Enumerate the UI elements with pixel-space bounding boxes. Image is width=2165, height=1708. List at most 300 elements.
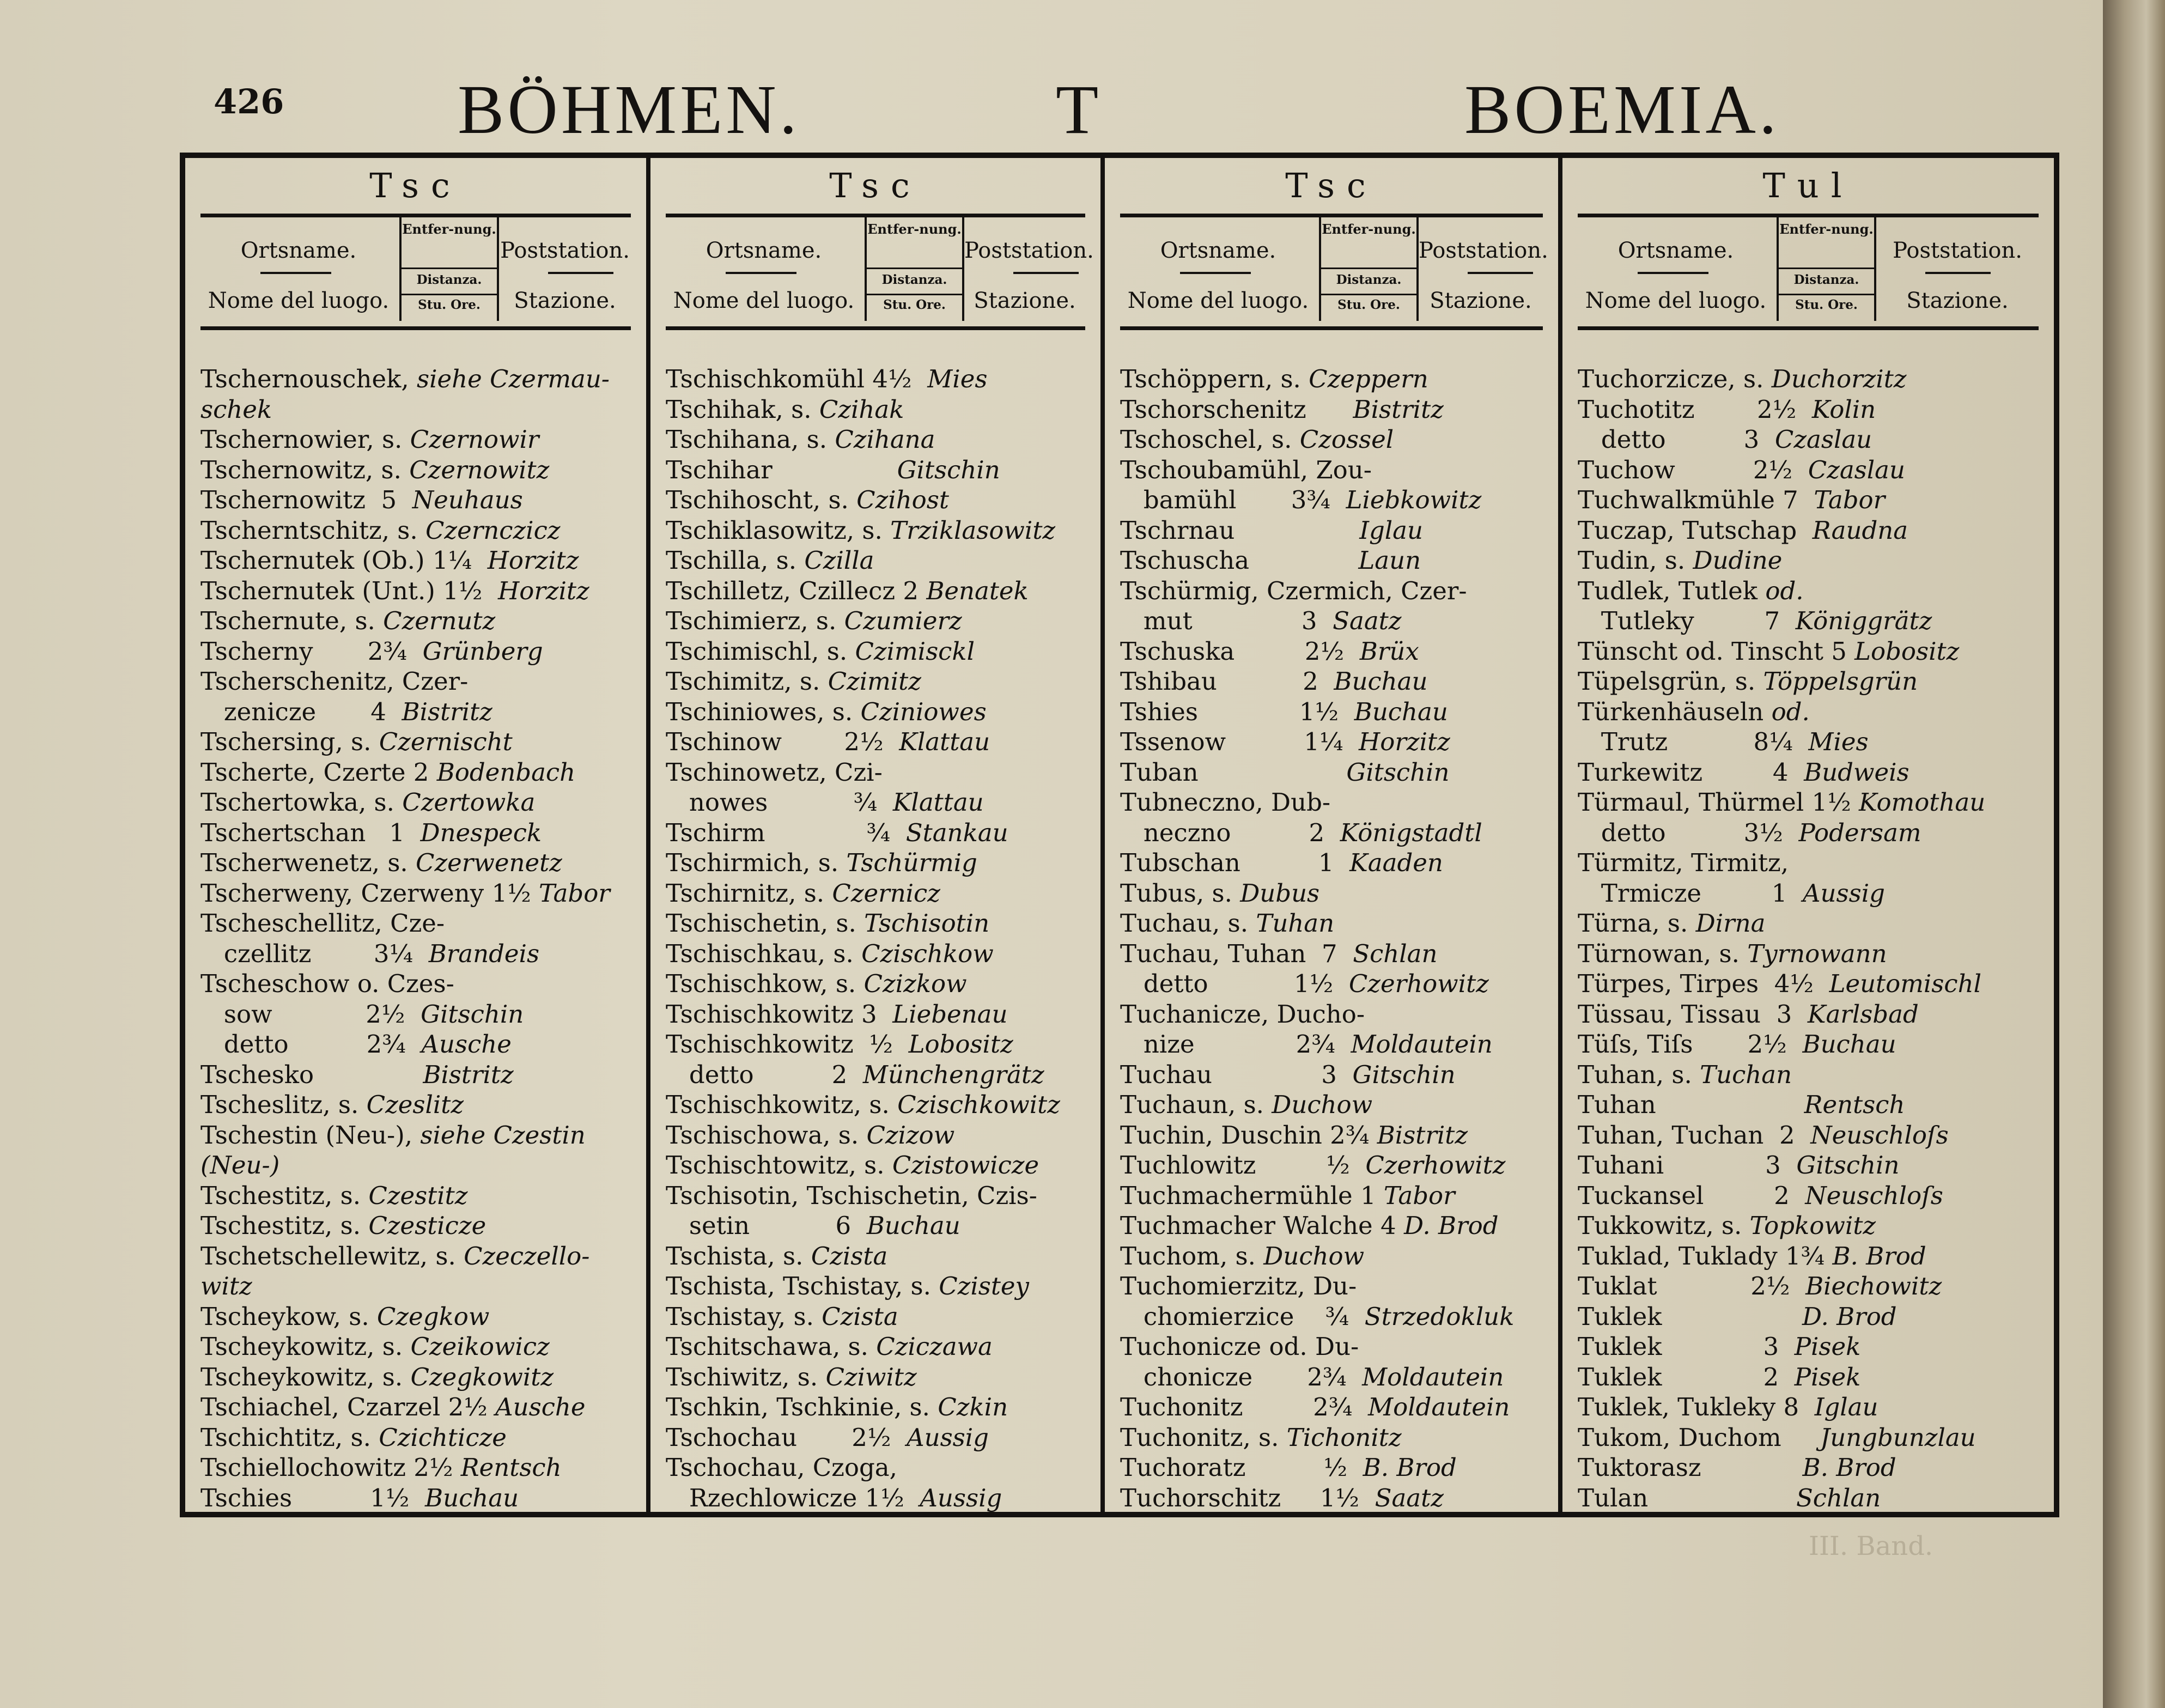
entry-italic: Saatz <box>1333 606 1402 635</box>
entry-italic: Grünberg <box>422 636 543 666</box>
entry-italic: Klattau <box>892 788 984 817</box>
entry-italic: Karlsbad <box>1807 999 1919 1029</box>
entry-italic: Gitschin <box>421 999 524 1029</box>
distance-de: Entfer-nung. <box>1779 221 1874 237</box>
entry-line <box>1578 787 2039 818</box>
divider <box>1013 272 1079 274</box>
entry-text: Tukkowitz, s. <box>1578 1211 1750 1240</box>
entry-text: Tschernowier, s. <box>200 425 410 454</box>
entry-line <box>1120 1452 1543 1483</box>
entry-italic: Czegkow <box>376 1302 490 1331</box>
entry-line <box>666 394 1085 425</box>
entry-italic: Laun <box>1358 546 1421 575</box>
entry-italic: Münchengrätz <box>862 1060 1044 1089</box>
entry-italic: Liebenau <box>892 999 1008 1029</box>
entry-italic: Czeczello- <box>464 1241 590 1271</box>
entry-list <box>200 364 631 1513</box>
post-station-de: Poststation. <box>1419 238 1548 263</box>
entry-text: Tünscht od. Tinscht 5 <box>1578 636 1855 666</box>
entry-italic: Ausche <box>495 1393 586 1421</box>
entry-line <box>1578 969 2039 999</box>
divider <box>548 272 613 274</box>
entry-line <box>1578 1423 2039 1453</box>
entry-line <box>1578 576 2039 606</box>
column-heading: Tsc <box>200 158 631 217</box>
entry-line <box>666 969 1085 999</box>
entry-line <box>1578 666 2039 697</box>
column-4 <box>1558 158 2054 1512</box>
entry-line <box>1578 908 2039 939</box>
entry-text: Tschochau 2½ <box>666 1423 907 1452</box>
entry-text: Tubneczno, Dub- <box>1120 788 1331 817</box>
entry-text: Tuchonicze od. Du- <box>1120 1332 1359 1361</box>
entry-line <box>1578 878 2039 909</box>
entry-italic: Czkin <box>938 1393 1008 1421</box>
column-subheader <box>1578 217 2039 330</box>
entry-italic: Leutomischl <box>1829 969 1981 998</box>
entry-text: czellitz 3¼ <box>200 939 429 968</box>
entry-line <box>1120 515 1543 546</box>
entry-text: Tuchomierzitz, Du- <box>1120 1272 1357 1300</box>
entry-italic: Jungbunzlau <box>1820 1423 1976 1452</box>
entry-text: Türpes, Tirpes 4½ <box>1578 969 1829 998</box>
entry-italic: Buchau <box>1802 1030 1896 1059</box>
entry-line <box>200 1090 631 1120</box>
entry-line <box>666 485 1085 515</box>
entry-italic: Czossel <box>1299 425 1394 454</box>
entry-text: Tüſs, Tiſs 2½ <box>1578 1030 1803 1059</box>
entry-text: Tschihak, s. <box>666 394 819 424</box>
entry-italic: Czihak <box>819 394 904 424</box>
distance-de: Entfer-nung. <box>402 221 496 237</box>
entry-italic: Czerwenetz <box>416 848 562 877</box>
entry-text: Tssenow 1¼ <box>1120 727 1359 756</box>
entry-italic: Schlan <box>1796 1483 1881 1512</box>
distance-it: Distanza. <box>402 268 497 287</box>
entry-line <box>1578 1483 2039 1514</box>
entry-italic: Dudine <box>1693 546 1783 575</box>
entry-italic: D. Brod <box>1403 1211 1499 1240</box>
entry-text: Tschimierz, s. <box>666 606 844 635</box>
bleed-through-text: III. Band. <box>1809 1531 1933 1561</box>
entry-line <box>1120 1302 1543 1332</box>
entry-line <box>1120 1483 1543 1514</box>
entry-text: zenicze 4 <box>200 697 402 726</box>
entry-italic: Stankau <box>905 818 1008 847</box>
entry-italic: Czeslitz <box>366 1090 464 1119</box>
entry-line <box>200 757 631 788</box>
entry-text: Tschürmig, Czermich, Czer- <box>1120 576 1467 605</box>
distance-it: Distanza. <box>867 268 962 287</box>
entry-line <box>200 1029 631 1060</box>
entry-line <box>666 424 1085 455</box>
entry-line <box>666 818 1085 848</box>
entry-list <box>1120 364 1543 1513</box>
entry-text: Tschinow 2½ <box>666 727 899 756</box>
entry-line <box>1120 1150 1543 1181</box>
entry-text: Tschischkomühl 4½ <box>666 364 928 393</box>
entry-text: Tschernute, s. <box>200 606 384 635</box>
entry-italic: Liebkowitz <box>1346 485 1482 514</box>
entry-italic: Kolin <box>1811 394 1876 424</box>
entry-text: Türnowan, s. <box>1578 939 1748 968</box>
entry-line <box>1120 939 1543 969</box>
entry-text: Tuhan, s. <box>1578 1060 1700 1089</box>
entry-line <box>200 878 631 909</box>
place-name-de: Ortsname. <box>1617 238 1734 263</box>
entry-text: Tuchanicze, Ducho- <box>1120 999 1365 1029</box>
entry-italic: Czeppern <box>1309 364 1428 393</box>
entry-line <box>666 908 1085 939</box>
entry-text: Türna, s. <box>1578 909 1696 938</box>
entry-italic: Bodenbach <box>436 757 576 787</box>
column-heading: Tsc <box>1120 158 1543 217</box>
divider <box>1925 272 1991 274</box>
entry-italic: Tabor <box>1383 1181 1455 1210</box>
entry-italic: Ausche <box>421 1030 512 1059</box>
entry-italic: B. Brod <box>1363 1453 1457 1482</box>
entry-text: Tschichtitz, s. <box>200 1423 379 1452</box>
entry-text: Tschitschawa, s. <box>666 1332 877 1361</box>
entry-text: Tschiniowes, s. <box>666 697 861 726</box>
entry-italic: Tichonitz <box>1286 1423 1402 1452</box>
entry-italic: Tschürmig <box>846 848 977 877</box>
entry-text: Tschilla, s. <box>666 546 805 575</box>
entry-text: Tuchmacher Walche 4 <box>1120 1211 1404 1240</box>
entry-text: Tuczap, Tutschap <box>1578 515 1813 545</box>
entry-text: Tscherte, Czerte 2 <box>200 757 437 787</box>
entry-line <box>666 1423 1085 1453</box>
entry-italic: Czimisckl <box>855 636 975 666</box>
entry-line <box>200 1392 631 1423</box>
entry-text: Tschuska 2½ <box>1120 636 1360 666</box>
entry-line <box>666 1302 1085 1332</box>
column-heading: Tul <box>1578 158 2039 217</box>
entry-line <box>200 1423 631 1453</box>
entry-italic: Czertowka <box>402 788 536 817</box>
distance-header <box>1319 217 1419 321</box>
entry-text: Tschihoscht, s. <box>666 485 857 514</box>
entry-italic: Czernischt <box>379 727 513 756</box>
entry-text: Tuchlowitz ½ <box>1120 1151 1366 1180</box>
entry-text: Tüpelsgrün, s. <box>1578 667 1763 696</box>
entry-line <box>1578 1271 2039 1302</box>
entry-italic: Königstadtl <box>1340 818 1482 847</box>
post-station-it: Stazione. <box>1906 288 2009 313</box>
entry-line <box>1578 545 2039 576</box>
distance-header <box>865 217 964 321</box>
entry-text: Tschimitz, s. <box>666 667 828 696</box>
entry-italic: Czeikowicz <box>410 1332 550 1361</box>
entry-italic: Czernicz <box>832 878 940 908</box>
entry-line <box>666 545 1085 576</box>
entry-italic: Czernczicz <box>425 515 561 545</box>
entry-line <box>1578 364 2039 394</box>
entry-italic: Töppelsgrün <box>1763 667 1918 696</box>
entry-line <box>200 1150 631 1181</box>
entry-line <box>200 1271 631 1302</box>
entry-line <box>1120 1362 1543 1393</box>
entry-italic: Mies <box>927 364 988 393</box>
entry-line <box>1120 364 1543 394</box>
entry-line <box>1120 636 1543 667</box>
entry-line <box>1120 1332 1543 1362</box>
entry-line <box>666 364 1085 394</box>
entry-line <box>666 606 1085 636</box>
entry-line <box>666 1150 1085 1181</box>
entry-line <box>1578 1090 2039 1120</box>
entry-italic: Buchau <box>1334 667 1428 696</box>
distance-de: Entfer-nung. <box>867 221 962 237</box>
entry-text: Tschiellochowitz 2½ <box>200 1453 461 1482</box>
entry-text: Tschirnitz, s. <box>666 878 832 908</box>
entry-text: Tschernowitz 5 <box>200 485 412 514</box>
entry-line <box>666 1452 1085 1483</box>
entry-line <box>200 576 631 606</box>
entry-italic: Czihost <box>856 485 949 514</box>
entry-italic: Lobositz <box>1854 636 1960 666</box>
divider <box>1468 272 1533 274</box>
entry-line <box>1578 818 2039 848</box>
column-1 <box>185 158 646 1512</box>
entry-text: Tschischkow, s. <box>666 969 864 998</box>
entry-line <box>1578 424 2039 455</box>
entry-text: Tscheykow, s. <box>200 1302 377 1331</box>
entry-italic: Czegkowitz <box>410 1362 554 1391</box>
entry-line <box>200 1332 631 1362</box>
entry-text: Tudlek, Tutlek <box>1578 576 1766 605</box>
entry-italic: Czischkow <box>861 939 994 968</box>
entry-text: Rzechlowicze 1½ <box>666 1483 920 1512</box>
entry-italic: Neuhaus <box>412 485 523 514</box>
entry-italic: Brüx <box>1359 636 1419 666</box>
entry-italic: Strzedokluk <box>1364 1302 1515 1331</box>
entry-line <box>666 666 1085 697</box>
entry-italic: Cziniowes <box>860 697 987 726</box>
place-name-it: Nome del luogo. <box>673 288 855 313</box>
entry-italic: Horzitz <box>497 576 589 605</box>
entry-italic: Horzitz <box>487 546 579 575</box>
entry-italic: Buchau <box>1354 697 1448 726</box>
entry-text: Tschischkowitz 3 <box>666 999 893 1029</box>
entry-line <box>200 1302 631 1332</box>
entry-line <box>200 485 631 515</box>
entry-text: Tscherschenitz, Czer- <box>200 667 469 696</box>
entry-list <box>666 364 1085 1513</box>
entry-italic: Aussig <box>907 1423 989 1452</box>
entry-line <box>1120 697 1543 727</box>
entry-text: Tschies 1½ <box>200 1483 425 1512</box>
entry-text: Tscheykowitz, s. <box>200 1332 411 1361</box>
entry-text: Tschischtowitz, s. <box>666 1151 892 1180</box>
entry-line <box>666 787 1085 818</box>
entry-line <box>200 424 631 455</box>
entry-line <box>1120 1060 1543 1090</box>
entry-line <box>200 394 631 425</box>
post-station-it: Stazione. <box>974 288 1076 313</box>
entry-line <box>666 636 1085 667</box>
entry-text: Tscherwenetz, s. <box>200 848 416 877</box>
entry-line <box>200 606 631 636</box>
entry-line <box>666 1181 1085 1211</box>
distance-header <box>1777 217 1876 321</box>
divider <box>1638 272 1708 274</box>
distance-header <box>399 217 499 321</box>
entry-text: Tuchoratz ½ <box>1120 1453 1363 1482</box>
entry-line <box>666 848 1085 878</box>
entry-line <box>1578 1181 2039 1211</box>
entry-italic: Czestitz <box>368 1181 468 1210</box>
entry-text: Tuhan <box>1578 1090 1804 1119</box>
entry-italic: Gitschin <box>1352 1060 1456 1089</box>
entry-line <box>1578 1060 2039 1090</box>
entry-line <box>1578 1362 2039 1393</box>
entry-italic: Kaaden <box>1349 848 1443 877</box>
entry-italic: Czernowir <box>410 425 539 454</box>
entry-italic: Duchow <box>1263 1241 1365 1271</box>
entry-line <box>666 878 1085 909</box>
entry-line <box>1120 576 1543 606</box>
entry-text: Tscheschow o. Czes- <box>200 969 454 998</box>
entry-text: Tschischkowitz, s. <box>666 1090 898 1119</box>
entry-text: detto 2 <box>666 1060 863 1089</box>
entry-italic: schek <box>200 394 272 424</box>
entry-line <box>1578 515 2039 546</box>
post-station-de: Poststation. <box>500 238 630 263</box>
entry-line <box>666 939 1085 969</box>
entry-line <box>1120 999 1543 1030</box>
entry-line <box>666 455 1085 485</box>
entry-text: Tubus, s. <box>1120 878 1240 908</box>
entry-italic: Czaslau <box>1774 425 1872 454</box>
entry-italic: Neuschloſs <box>1805 1181 1943 1210</box>
entry-line <box>666 1241 1085 1272</box>
entry-text: Tuchow 2½ <box>1578 455 1808 484</box>
entry-italic: Bistritz <box>423 1060 514 1089</box>
entry-text: Tschiklasowitz, s. <box>666 515 891 545</box>
entry-line <box>1120 1090 1543 1120</box>
entry-italic: Gitschin <box>897 455 1000 484</box>
entry-italic: siehe Czestin <box>420 1120 586 1150</box>
entry-italic: Tabor <box>539 878 610 908</box>
entry-italic: Czista <box>811 1241 888 1271</box>
distance-it: Distanza. <box>1321 268 1416 287</box>
entry-text: Trutz 8¼ <box>1578 727 1809 756</box>
entry-italic: Neuschloſs <box>1810 1120 1949 1150</box>
place-name-de: Ortsname. <box>706 238 822 263</box>
entry-text: detto 3½ <box>1578 818 1799 847</box>
title-german: BÖHMEN. <box>458 71 800 148</box>
entry-text: Tscherweny, Czerweny 1½ <box>200 878 539 908</box>
column-3 <box>1100 158 1558 1512</box>
entry-line <box>200 939 631 969</box>
entry-italic: Moldautein <box>1362 1362 1504 1391</box>
entry-text: Tschihana, s. <box>666 425 835 454</box>
entry-text: Tuklek 2 <box>1578 1362 1795 1391</box>
entry-italic: Komothau <box>1859 788 1986 817</box>
distance-de: Entfer-nung. <box>1322 221 1416 237</box>
entry-line <box>200 908 631 939</box>
entry-text: Tutleky 7 <box>1578 606 1796 635</box>
entry-italic: Dubus <box>1240 878 1320 908</box>
place-name-it: Nome del luogo. <box>1585 288 1767 313</box>
entry-line <box>1120 727 1543 757</box>
entry-italic: Gitschin <box>1796 1151 1900 1180</box>
entry-text: Tscheschellitz, Cze- <box>200 909 445 938</box>
entry-text: Tschischowa, s. <box>666 1120 867 1150</box>
entry-line <box>200 727 631 757</box>
entry-italic: Aussig <box>920 1483 1002 1512</box>
entry-text: Tschischkowitz ½ <box>666 1030 909 1059</box>
entry-line <box>666 1483 1085 1514</box>
entry-text: Tscheykowitz, s. <box>200 1362 411 1391</box>
entry-line <box>1578 1452 2039 1483</box>
entry-italic: Horzitz <box>1359 727 1450 756</box>
entry-line <box>1120 485 1543 515</box>
entry-italic: Czesticze <box>368 1211 486 1240</box>
entry-italic: Gitschin <box>1346 757 1450 787</box>
entry-text: Tschoschel, s. <box>1120 425 1300 454</box>
entry-text: Tschernutek (Unt.) 1½ <box>200 576 498 605</box>
entry-italic: Czaslau <box>1808 455 1905 484</box>
entry-line <box>666 1029 1085 1060</box>
place-name-it: Nome del luogo. <box>208 288 390 313</box>
post-station-de: Poststation. <box>964 238 1094 263</box>
entry-line <box>200 848 631 878</box>
entry-text: Tuban <box>1120 757 1347 787</box>
entry-text: Tuchin, Duschin 2¾ <box>1120 1120 1377 1150</box>
entry-line <box>200 1241 631 1272</box>
entry-line <box>1578 697 2039 727</box>
entry-text: Tschochau, Czoga, <box>666 1453 897 1482</box>
entry-italic: Czichticze <box>379 1423 507 1452</box>
entry-italic: Iglau <box>1359 515 1423 545</box>
entry-text: Tuklat 2½ <box>1578 1272 1806 1300</box>
distance-units: Stu. Ore. <box>402 294 497 312</box>
entry-text: Tuchau, s. <box>1120 909 1256 938</box>
entry-italic: siehe Czermau- <box>417 364 610 393</box>
entry-line <box>1578 1241 2039 1272</box>
entry-line <box>200 364 631 394</box>
entry-italic: Dnespeck <box>420 818 542 847</box>
entry-italic: Dirna <box>1695 909 1766 938</box>
entry-italic: Bistritz <box>1353 394 1444 424</box>
entry-line <box>1120 1181 1543 1211</box>
entry-line <box>666 1211 1085 1241</box>
entry-line <box>1120 545 1543 576</box>
entry-line <box>1120 1271 1543 1302</box>
entry-text: Tuckansel 2 <box>1578 1181 1805 1210</box>
entry-line <box>1120 606 1543 636</box>
entry-text: Trmicze 1 <box>1578 878 1803 908</box>
entry-italic: Topkowitz <box>1749 1211 1876 1240</box>
entry-italic: Biechowitz <box>1805 1272 1942 1300</box>
page-number: 426 <box>214 82 284 121</box>
entry-italic: witz <box>200 1272 252 1300</box>
entry-line <box>200 1120 631 1151</box>
entry-line <box>200 818 631 848</box>
entry-text: bamühl 3¾ <box>1120 485 1346 514</box>
column-heading: Tsc <box>666 158 1085 217</box>
entry-text: Tuchom, s. <box>1120 1241 1264 1271</box>
entry-italic: Trziklasowitz <box>890 515 1056 545</box>
entry-italic: B. Brod <box>1832 1241 1926 1271</box>
entry-line <box>200 636 631 667</box>
entry-line <box>1120 1029 1543 1060</box>
entry-text: Tschernowitz, s. <box>200 455 410 484</box>
entry-text: Tschischetin, s. <box>666 909 865 938</box>
entry-text: Tscherntschitz, s. <box>200 515 425 545</box>
